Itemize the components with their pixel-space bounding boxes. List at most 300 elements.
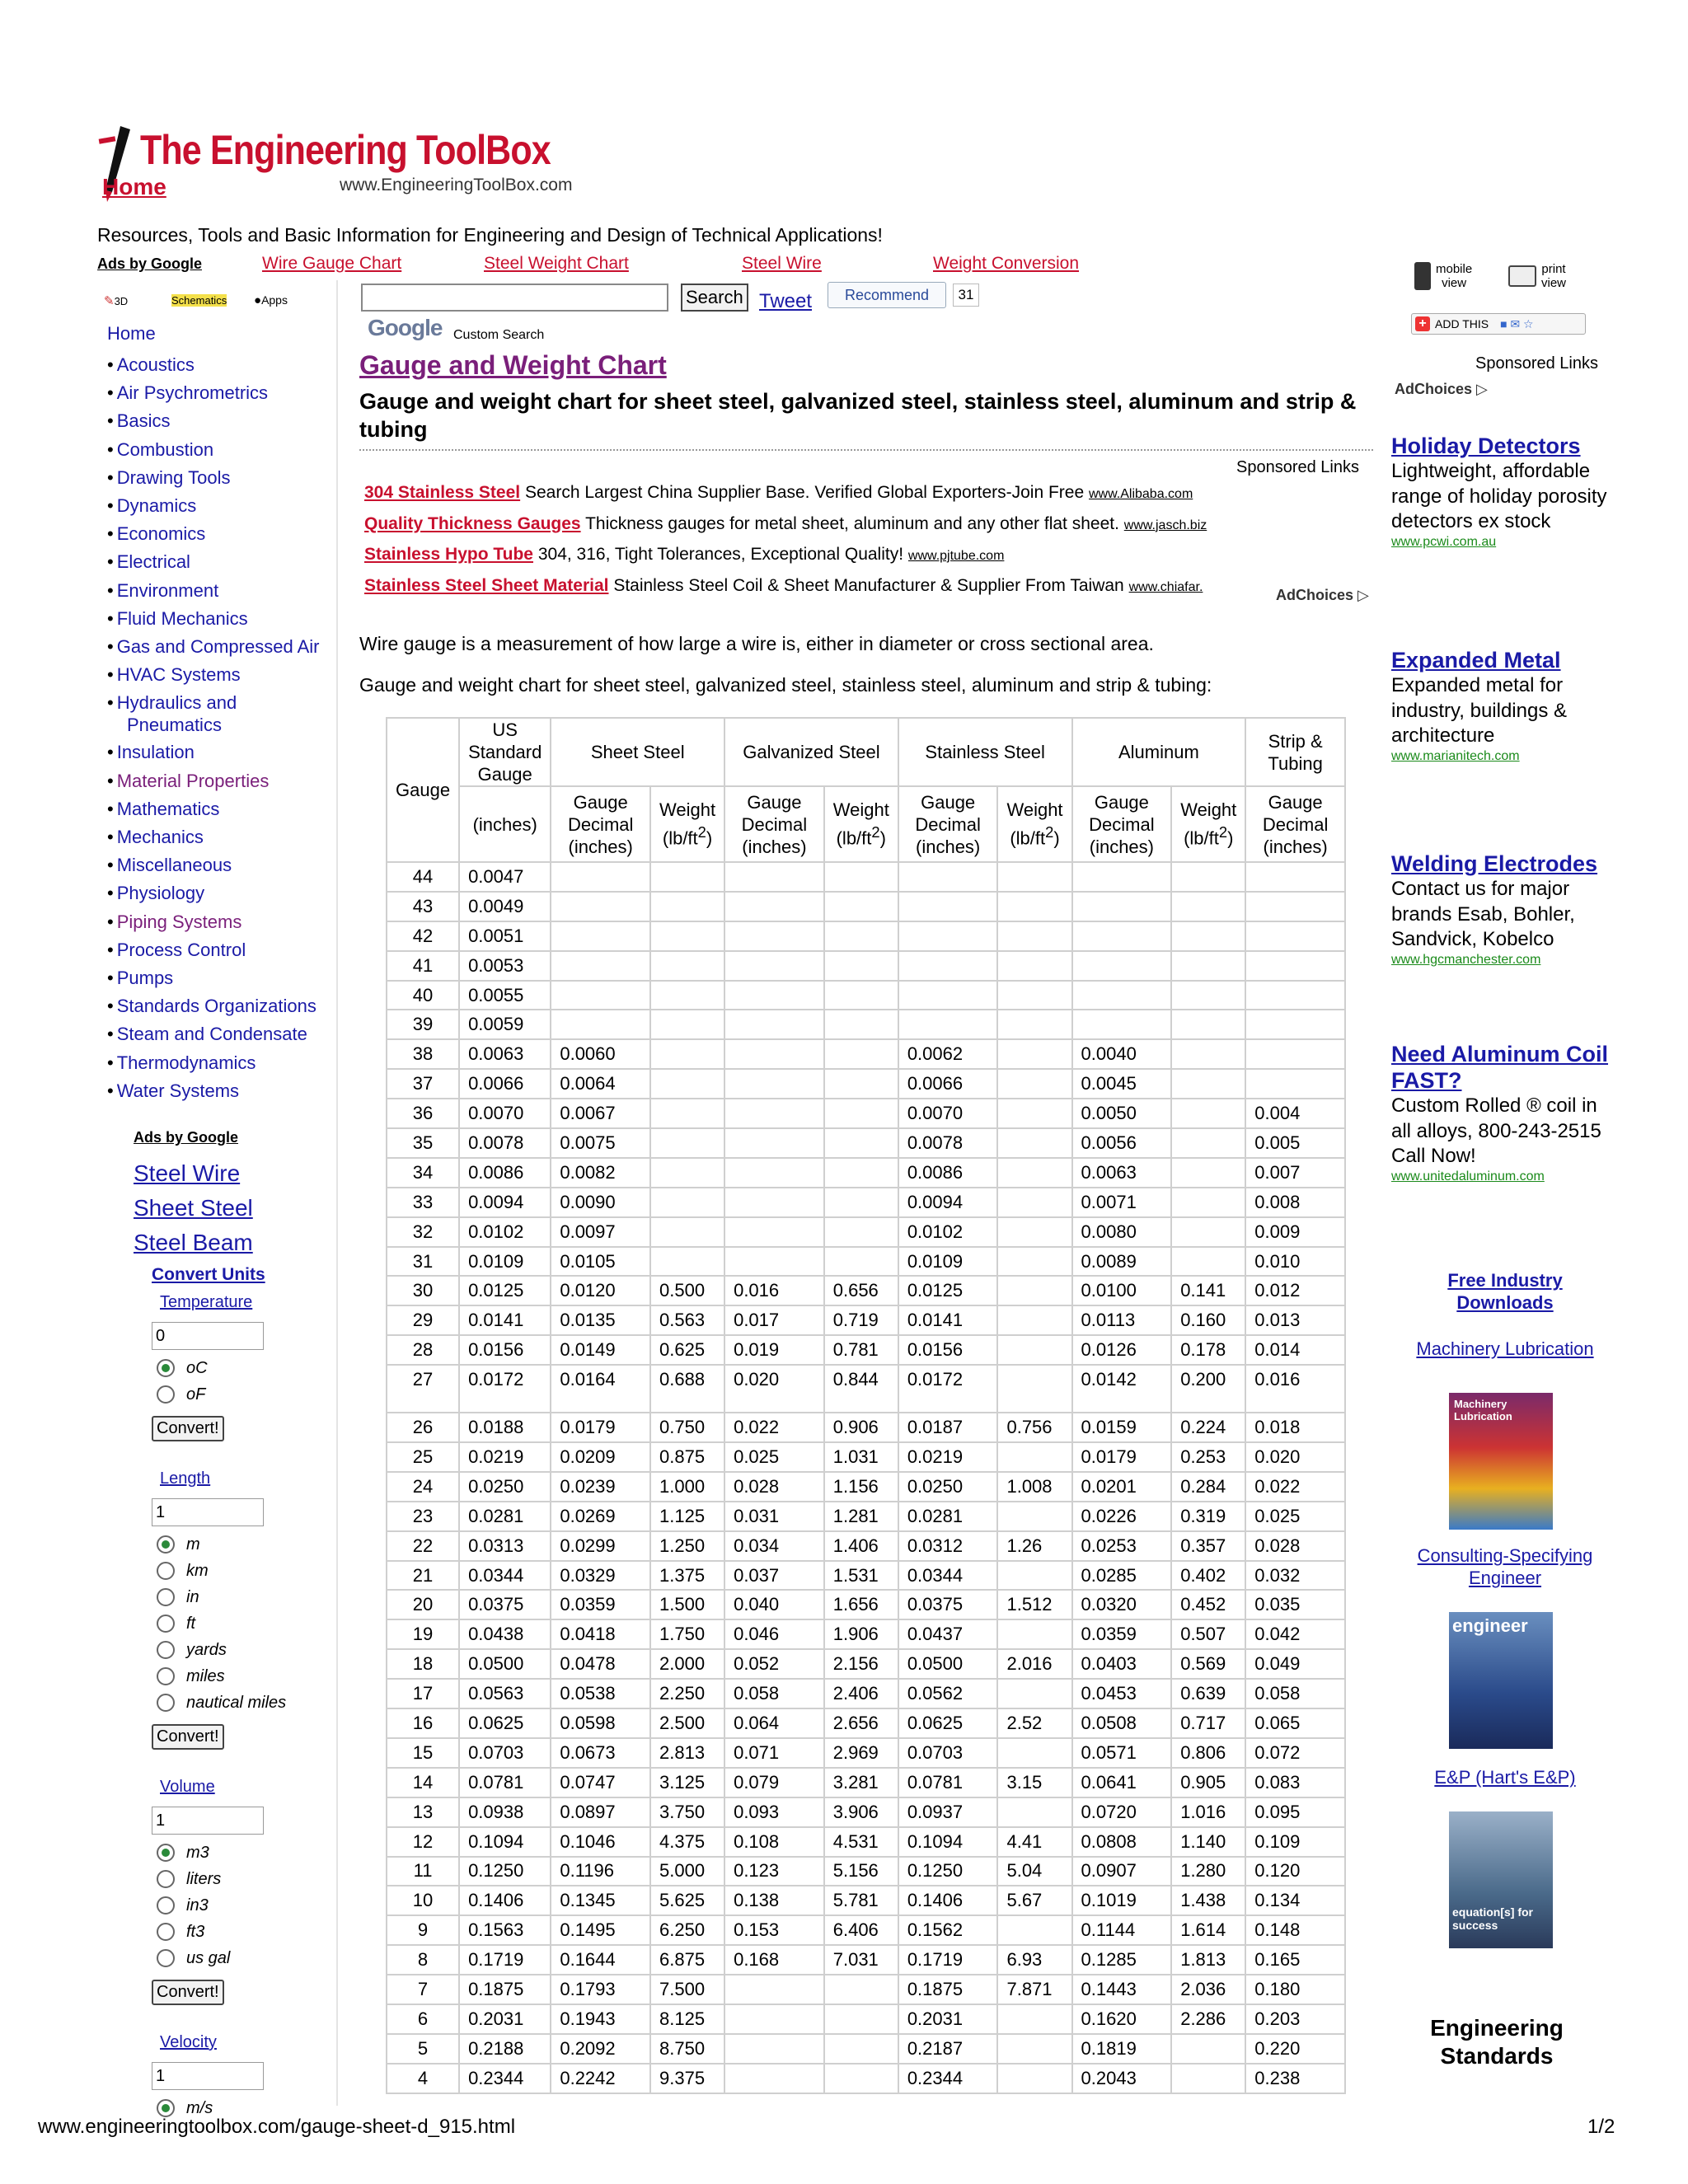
table-cell [1245, 892, 1345, 921]
table-cell: 43 [387, 892, 459, 921]
table-cell [650, 1188, 724, 1217]
nav-item-physiology[interactable]: • Physiology [107, 883, 205, 904]
table-cell [997, 1442, 1071, 1472]
table-cell: 0.0625 [459, 1708, 551, 1738]
nav-item-process-control[interactable]: • Process Control [107, 939, 246, 960]
table-cell [997, 2004, 1071, 2034]
table-cell [898, 862, 998, 892]
share-icons: ■ ✉ ☆ [1500, 316, 1534, 330]
table-cell: 18 [387, 1649, 459, 1679]
table-cell: 0.0239 [551, 1472, 650, 1502]
table-cell: 11 [387, 1857, 459, 1886]
table-cell: 1.375 [650, 1561, 724, 1591]
sidebar-ad-sheet-steel[interactable]: Sheet Steel [134, 1195, 253, 1221]
nav-item-thermodynamics[interactable]: • Thermodynamics [107, 1052, 256, 1073]
table-cell: 0.046 [724, 1619, 824, 1649]
nav-item-hydraulics-pneumatics[interactable]: • Hydraulics and Pneumatics [107, 692, 237, 736]
footer-url: www.engineeringtoolbox.com/gauge-sheet-d_915.html [38, 2116, 516, 2138]
convert-units-link[interactable]: Convert Units [152, 1265, 265, 1284]
table-cell: 41 [387, 951, 459, 981]
convert-temperature-button[interactable]: Convert! [152, 1416, 224, 1441]
site-logo[interactable] [97, 120, 592, 206]
table-cell [1171, 892, 1245, 921]
table-cell: 5.67 [997, 1886, 1071, 1915]
table-cell: 0.0086 [459, 1158, 551, 1188]
table-cell [650, 951, 724, 981]
nav-item-mathematics[interactable]: • Mathematics [107, 798, 220, 819]
table-cell: 6.406 [824, 1915, 898, 1945]
velocity-link[interactable]: Velocity [160, 2033, 217, 2051]
table-cell [997, 1158, 1071, 1188]
table-cell: 0.058 [724, 1679, 824, 1708]
table-cell: 1.531 [824, 1561, 898, 1591]
table-cell [997, 1335, 1071, 1365]
table-row [387, 1305, 1345, 1335]
home-link[interactable]: Home [102, 174, 166, 199]
table-cell [551, 981, 650, 1010]
consulting-engineer-cover[interactable]: engineer [1449, 1612, 1553, 1749]
table-cell: 0.019 [724, 1335, 824, 1365]
unit-radio-nautical-miles[interactable]: nautical miles [152, 1690, 316, 1716]
table-cell: 0.0226 [1072, 1502, 1172, 1531]
column-header: Galvanized Steel [724, 718, 898, 786]
nav-item-piping-systems[interactable]: • Piping Systems [107, 911, 242, 932]
table-cell: 0.2092 [551, 2034, 650, 2064]
table-cell: 0.1144 [1072, 1915, 1172, 1945]
table-cell: 0.004 [1245, 1099, 1345, 1128]
nav-item-combustion[interactable]: • Combustion [107, 438, 214, 460]
table-cell [724, 1188, 824, 1217]
table-cell: 0.013 [1245, 1305, 1345, 1335]
table-cell [1245, 862, 1345, 892]
unit-radio-celsius[interactable]: oC [152, 1355, 316, 1381]
table-cell: 8.750 [650, 2034, 724, 2064]
table-cell: 3.906 [824, 1797, 898, 1827]
table-row [387, 862, 1345, 892]
nav-item-material-properties[interactable]: • Material Properties [107, 770, 270, 791]
right-ad[interactable]: Need Aluminum Coil FAST? Custom Rolled ® coil in all alloys, 800-243-2515 Call Now! www.unitedaluminum.com [1391, 1042, 1609, 1183]
table-row [387, 1708, 1345, 1738]
left-sidebar [97, 288, 336, 1101]
length-input[interactable] [152, 1498, 264, 1526]
table-cell: 0.018 [1245, 1413, 1345, 1442]
table-row [387, 1975, 1345, 2004]
table-cell: 5.000 [650, 1857, 724, 1886]
table-cell [997, 1099, 1071, 1128]
unit-radio-miles[interactable]: miles [152, 1663, 316, 1690]
table-cell: 28 [387, 1335, 459, 1365]
recommend-button[interactable]: Recommend [828, 282, 946, 308]
table-cell: 0.134 [1245, 1886, 1345, 1915]
table-cell: 0.0781 [459, 1768, 551, 1797]
table-cell: 10 [387, 1886, 459, 1915]
table-cell [1171, 981, 1245, 1010]
table-cell [1072, 862, 1172, 892]
table-cell [650, 921, 724, 951]
machinery-lubrication-cover[interactable]: Machinery Lubrication [1449, 1393, 1553, 1530]
table-row [387, 2064, 1345, 2093]
table-cell [997, 1010, 1071, 1039]
add-this-button[interactable]: + ADD THIS ■ ✉ ☆ [1411, 313, 1586, 335]
sponsored-ad[interactable]: Stainless Hypo Tube 304, 316, Tight Tolerances, Exceptional Quality! www.pjtube.com [364, 545, 1005, 564]
table-cell [997, 1502, 1071, 1531]
tweet-button[interactable]: Tweet [759, 290, 813, 312]
table-cell [724, 1039, 824, 1069]
table-cell: 0.0188 [459, 1413, 551, 1442]
table-cell [1171, 951, 1245, 981]
tagline: Resources, Tools and Basic Information for Engineering and Design of Technical Applications! [97, 224, 883, 246]
table-cell [824, 1247, 898, 1277]
table-cell: 2.52 [997, 1708, 1071, 1738]
sponsored-ad[interactable]: 304 Stainless Steel Search Largest China Supplier Base. Verified Global Exporters-Join Free www.Alibaba.com [364, 483, 1193, 502]
sidebar-ad-steel-wire[interactable]: Steel Wire [134, 1160, 241, 1186]
table-cell: 0.717 [1171, 1708, 1245, 1738]
nav-item-standards-organizations[interactable]: • Standards Organizations [107, 996, 316, 1017]
nav-item-electrical[interactable]: • Electrical [107, 551, 190, 573]
column-header: Strip & Tubing [1245, 718, 1345, 786]
table-cell: 0.064 [724, 1708, 824, 1738]
table-cell: 0.319 [1171, 1502, 1245, 1531]
temperature-link[interactable]: Temperature [160, 1293, 253, 1311]
table-cell: 0.0067 [551, 1099, 650, 1128]
table-cell [1072, 892, 1172, 921]
table-cell: 0.035 [1245, 1590, 1345, 1619]
table-cell: 0.1495 [551, 1915, 650, 1945]
nav-item-miscellaneous[interactable]: • Miscellaneous [107, 855, 232, 876]
table-row [387, 1413, 1345, 1442]
unit-radio-us-gal[interactable]: us gal [152, 1945, 316, 1971]
radio-icon [157, 1694, 175, 1712]
app-icon-row [97, 288, 336, 321]
convert-volume-button[interactable]: Convert! [152, 1980, 224, 2005]
table-row [387, 1099, 1345, 1128]
table-cell: 35 [387, 1128, 459, 1158]
table-cell: 42 [387, 921, 459, 951]
unit-radio-yards[interactable]: yards [152, 1637, 316, 1663]
adchoices-link[interactable]: AdChoices ▷ [1276, 587, 1369, 603]
table-cell: 0.253 [1171, 1442, 1245, 1472]
table-cell: 0.0050 [1072, 1099, 1172, 1128]
table-cell: 0.0056 [1072, 1128, 1172, 1158]
table-row [387, 1442, 1345, 1472]
table-cell: 0.008 [1245, 1188, 1345, 1217]
table-cell: 0.0703 [459, 1738, 551, 1768]
table-cell: 0.010 [1245, 1247, 1345, 1277]
table-cell: 0.042 [1245, 1619, 1345, 1649]
table-row [387, 1335, 1345, 1365]
table-cell: 1.656 [824, 1590, 898, 1619]
mobile-icon [1414, 262, 1431, 290]
search-input[interactable] [361, 284, 668, 312]
adchoices-link[interactable]: AdChoices ▷ [1395, 381, 1488, 397]
nav-item-gas-compressed-air[interactable]: • Gas and Compressed Air [107, 636, 320, 658]
table-cell [824, 1975, 898, 2004]
table-cell: 1.406 [824, 1531, 898, 1561]
right-ad[interactable]: Welding Electrodes Contact us for major brands Esab, Bohler, Sandvick, Kobelco www.hgcmanchester.com [1391, 851, 1598, 967]
table-cell [898, 1010, 998, 1039]
table-cell: 0.0075 [551, 1128, 650, 1158]
nav-item-insulation[interactable]: • Insulation [107, 742, 195, 763]
table-cell: 0.0250 [459, 1472, 551, 1502]
unit-radio-m-s[interactable]: m/s [152, 2095, 316, 2121]
schematics-icon[interactable]: Schematics [171, 294, 227, 307]
table-cell [824, 2034, 898, 2064]
table-cell [824, 892, 898, 921]
nav-item-economics[interactable]: • Economics [107, 523, 206, 545]
table-cell: 0.500 [650, 1276, 724, 1305]
table-cell: 7.500 [650, 1975, 724, 2004]
table-cell: 0.0781 [898, 1768, 998, 1797]
table-cell: 33 [387, 1188, 459, 1217]
machinery-lubrication-link[interactable]: Machinery Lubrication [1416, 1338, 1594, 1359]
table-cell: 0.0269 [551, 1502, 650, 1531]
table-cell: 0.037 [724, 1561, 824, 1591]
unit-radio-liters[interactable]: liters [152, 1866, 316, 1892]
table-cell: 6.250 [650, 1915, 724, 1945]
table-cell: 1.813 [1171, 1945, 1245, 1975]
table-cell [1171, 1128, 1245, 1158]
table-cell [551, 921, 650, 951]
nav-item-hvac-systems[interactable]: • HVAC Systems [107, 664, 241, 686]
table-cell: 0.1563 [459, 1915, 551, 1945]
table-cell: 0.0320 [1072, 1590, 1172, 1619]
unit-radio-ft[interactable]: ft [152, 1610, 316, 1637]
unit-radio-m[interactable]: m [152, 1531, 316, 1558]
table-cell: 0.0598 [551, 1708, 650, 1738]
table-cell: 0.0500 [459, 1649, 551, 1679]
table-cell: 0.0563 [459, 1679, 551, 1708]
table-cell: 4.41 [997, 1827, 1071, 1857]
nav-item-acoustics[interactable]: • Acoustics [107, 354, 195, 375]
sidebar-ad-steel-beam[interactable]: Steel Beam [134, 1230, 253, 1255]
table-cell [650, 981, 724, 1010]
table-cell: 2.016 [997, 1649, 1071, 1679]
table-cell: 0.0159 [1072, 1413, 1172, 1442]
table-cell: 0.138 [724, 1886, 824, 1915]
ad-link-steel-weight-chart[interactable]: Steel Weight Chart [484, 254, 629, 273]
table-cell: 1.280 [1171, 1857, 1245, 1886]
e-and-p-link[interactable]: E&P (Hart's E&P) [1434, 1767, 1576, 1788]
table-cell: 0.0060 [551, 1039, 650, 1069]
table-cell [997, 1039, 1071, 1069]
table-cell: 34 [387, 1158, 459, 1188]
velocity-input[interactable] [152, 2062, 264, 2090]
table-cell [898, 892, 998, 921]
table-cell: 0.0219 [459, 1442, 551, 1472]
table-cell: 1.125 [650, 1502, 724, 1531]
nav-item-basics[interactable]: • Basics [107, 410, 171, 432]
table-cell: 0.2043 [1072, 2064, 1172, 2093]
table-cell: 9 [387, 1915, 459, 1945]
nav-item-drawing-tools[interactable]: • Drawing Tools [107, 466, 231, 488]
page-title[interactable]: Gauge and Weight Chart [359, 350, 667, 380]
sponsored-ad[interactable]: Quality Thickness Gauges Thickness gauges for metal sheet, aluminum and any other flat sheet. www.jasch.biz [364, 513, 1207, 533]
table-cell: 0.0179 [1072, 1442, 1172, 1472]
table-cell: 0.005 [1245, 1128, 1345, 1158]
table-cell: 0.120 [1245, 1857, 1345, 1886]
table-cell [824, 1039, 898, 1069]
table-cell: 0.153 [724, 1915, 824, 1945]
ads-by-google-label[interactable]: Ads by Google [134, 1129, 239, 1146]
unit-radio-ft3[interactable]: ft3 [152, 1919, 316, 1945]
radio-icon [157, 1896, 175, 1915]
ad-link-steel-wire[interactable]: Steel Wire [742, 254, 822, 273]
table-cell: 0.0897 [551, 1797, 650, 1827]
table-cell [898, 951, 998, 981]
table-cell: 0.0055 [459, 981, 551, 1010]
sidebar-nav [107, 351, 346, 1105]
table-cell: 1.614 [1171, 1915, 1245, 1945]
right-ad[interactable]: Holiday Detectors Lightweight, affordable range of holiday porosity detectors ex stock www.pcwi.com.au [1391, 434, 1607, 549]
table-cell: 0.058 [1245, 1679, 1345, 1708]
table-cell: 0.0747 [551, 1768, 650, 1797]
table-row [387, 1679, 1345, 1708]
table-cell: 0.238 [1245, 2064, 1345, 2093]
unit-radio-fahrenheit[interactable]: oF [152, 1381, 316, 1408]
table-cell: 0.007 [1245, 1158, 1345, 1188]
table-row [387, 2034, 1345, 2064]
column-subheader: Weight $(lb/ft^2)$ [650, 786, 724, 862]
table-cell: 0.2187 [898, 2034, 998, 2064]
table-cell [824, 1010, 898, 1039]
table-cell [724, 1069, 824, 1099]
table-cell: 0.0059 [459, 1010, 551, 1039]
apps-icon[interactable]: ●Apps [254, 293, 288, 307]
table-cell: 0.2344 [898, 2064, 998, 2093]
table-cell: 14 [387, 1768, 459, 1797]
table-cell [650, 1128, 724, 1158]
column-header: Sheet Steel [551, 718, 724, 786]
table-cell [1171, 1069, 1245, 1099]
table-cell [1245, 1039, 1345, 1069]
table-cell: 0.014 [1245, 1335, 1345, 1365]
table-cell [997, 1365, 1071, 1413]
column-subheader: Weight $(lb/ft^2)$ [997, 786, 1071, 862]
length-link[interactable]: Length [160, 1469, 211, 1488]
nav-item-air-psychrometrics[interactable]: • Air Psychrometrics [107, 382, 269, 404]
google-logo: Google [368, 315, 443, 340]
table-cell [997, 2064, 1071, 2093]
table-cell: 0.0703 [898, 1738, 998, 1768]
table-cell: 1.26 [997, 1531, 1071, 1561]
table-cell: 0.0094 [898, 1188, 998, 1217]
table-cell: 5.04 [997, 1857, 1071, 1886]
table-cell: 0.0571 [1072, 1738, 1172, 1768]
table-cell [724, 1128, 824, 1158]
table-cell: 0.028 [1245, 1531, 1345, 1561]
unit-radio-m3[interactable]: m3 [152, 1840, 316, 1866]
table-row [387, 1276, 1345, 1305]
table-row [387, 921, 1345, 951]
table-cell: 31 [387, 1247, 459, 1277]
table-cell [997, 1619, 1071, 1649]
volume-link[interactable]: Volume [160, 1778, 215, 1796]
convert-length-button[interactable]: Convert! [152, 1724, 224, 1750]
e-and-p-cover[interactable]: equation[s] for success [1449, 1811, 1553, 1948]
table-cell [1171, 1099, 1245, 1128]
table-cell: 0.200 [1171, 1365, 1245, 1413]
ad-link-weight-conversion[interactable]: Weight Conversion [933, 254, 1080, 273]
table-cell: 2.813 [650, 1738, 724, 1768]
table-cell [1171, 921, 1245, 951]
right-ad[interactable]: Expanded Metal Expanded metal for industry, buildings & architecture www.marianitech.com [1391, 648, 1567, 763]
table-cell: 0.168 [724, 1945, 824, 1975]
table-cell: 3.15 [997, 1768, 1071, 1797]
print-view-button[interactable]: print view [1508, 262, 1566, 290]
table-cell [650, 862, 724, 892]
sidebar-home-link[interactable]: Home [107, 323, 156, 344]
ad-link-wire-gauge-chart[interactable]: Wire Gauge Chart [262, 254, 402, 273]
column-subheader: Weight $(lb/ft^2)$ [1171, 786, 1245, 862]
table-cell: 0.750 [650, 1413, 724, 1442]
table-cell: 0.507 [1171, 1619, 1245, 1649]
3d-icon[interactable]: ✎3D [104, 294, 129, 308]
page-number: 1/2 [1587, 2116, 1615, 2138]
mobile-view-button[interactable]: mobile view [1414, 262, 1472, 290]
table-cell: 2.250 [650, 1679, 724, 1708]
consulting-specifying-engineer-link[interactable]: Consulting-Specifying Engineer [1417, 1545, 1593, 1588]
nav-item-pumps[interactable]: • Pumps [107, 968, 174, 989]
nav-item-fluid-mechanics[interactable]: • Fluid Mechanics [107, 607, 248, 629]
table-cell [1072, 981, 1172, 1010]
table-cell [997, 1128, 1071, 1158]
radio-icon [157, 1641, 175, 1659]
table-cell [824, 862, 898, 892]
table-cell: 0.0090 [551, 1188, 650, 1217]
search-button[interactable]: Search [681, 284, 748, 312]
nav-item-environment[interactable]: • Environment [107, 579, 219, 601]
free-industry-downloads-link[interactable]: Free Industry Downloads [1447, 1270, 1563, 1313]
table-cell: 1.250 [650, 1531, 724, 1561]
table-cell: 0.0100 [1072, 1276, 1172, 1305]
ads-by-google-label[interactable]: Ads by Google [97, 255, 203, 272]
table-cell: 0.2188 [459, 2034, 551, 2064]
table-cell: 2.156 [824, 1649, 898, 1679]
table-cell: 6 [387, 2004, 459, 2034]
gauge-weight-table [386, 717, 1346, 2094]
table-cell [551, 951, 650, 981]
table-cell: 0.083 [1245, 1768, 1345, 1797]
temperature-input[interactable] [152, 1322, 264, 1350]
table-cell [724, 1975, 824, 2004]
table-cell: 3.750 [650, 1797, 724, 1827]
unit-radio-km[interactable]: km [152, 1558, 316, 1584]
table-row [387, 951, 1345, 981]
nav-item-mechanics[interactable]: • Mechanics [107, 827, 204, 848]
table-cell [997, 1069, 1071, 1099]
unit-radio-in3[interactable]: in3 [152, 1892, 316, 1919]
sponsored-ad[interactable]: Stainless Steel Sheet Material Stainless Steel Coil & Sheet Manufacturer & Supplier From Taiwan www.chiafar. [364, 575, 1203, 595]
table-cell: 0.0937 [898, 1797, 998, 1827]
unit-radio-in[interactable]: in [152, 1584, 316, 1610]
table-cell: 4.531 [824, 1827, 898, 1857]
table-cell [824, 1158, 898, 1188]
table-cell: 0.781 [824, 1335, 898, 1365]
intro-text: Gauge and weight chart for sheet steel, galvanized steel, stainless steel, aluminum and strip & tubing: [359, 674, 1212, 696]
table-cell [997, 1561, 1071, 1591]
volume-input[interactable] [152, 1807, 264, 1835]
nav-item-water-systems[interactable]: • Water Systems [107, 1080, 240, 1101]
nav-item-dynamics[interactable]: • Dynamics [107, 495, 197, 517]
table-row [387, 981, 1345, 1010]
table-cell: 0.1819 [1072, 2034, 1172, 2064]
table-cell: 0.180 [1245, 1975, 1345, 2004]
table-cell: 0.017 [724, 1305, 824, 1335]
nav-item-steam-condensate[interactable]: • Steam and Condensate [107, 1024, 307, 1045]
table-cell: 0.0071 [1072, 1188, 1172, 1217]
table-row [387, 1561, 1345, 1591]
table-cell: 0.1094 [459, 1827, 551, 1857]
